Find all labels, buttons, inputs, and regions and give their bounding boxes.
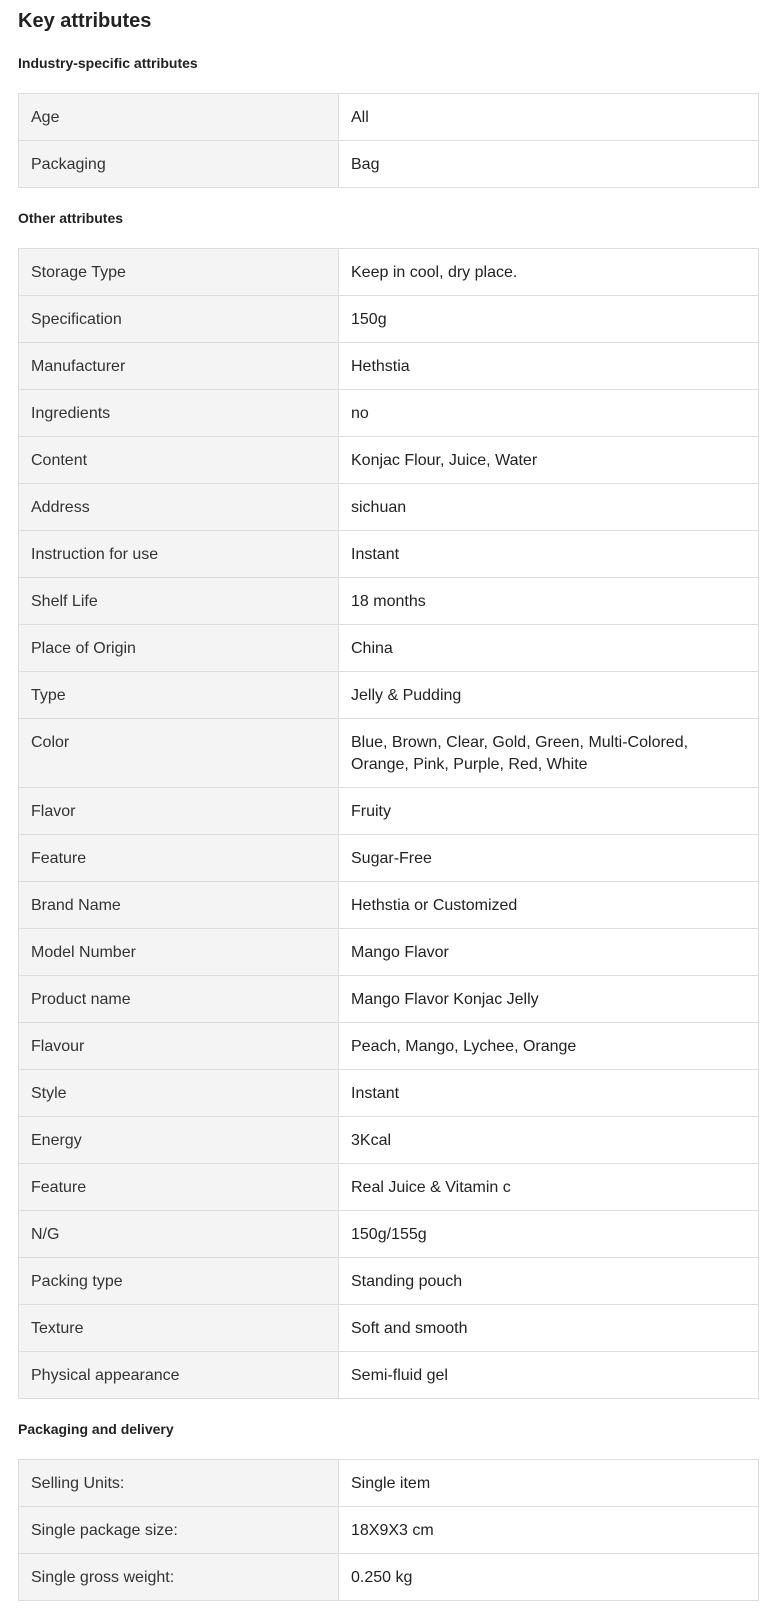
attribute-value: sichuan bbox=[351, 499, 407, 516]
attribute-row bbox=[19, 1163, 758, 1210]
attribute-name: Selling Units: bbox=[19, 1460, 339, 1506]
attribute-row bbox=[19, 881, 758, 928]
attribute-row bbox=[19, 577, 758, 624]
attribute-name: Feature bbox=[19, 835, 339, 881]
attribute-name: N/G bbox=[19, 1211, 339, 1257]
attribute-row bbox=[19, 1069, 758, 1116]
attribute-name: Ingredients bbox=[19, 390, 339, 436]
attribute-value: Sugar-Free bbox=[351, 850, 432, 867]
attribute-row bbox=[19, 975, 758, 1022]
attribute-row bbox=[19, 1257, 758, 1304]
attribute-value: Keep in cool, dry place. bbox=[351, 264, 518, 281]
attribute-value: Instant bbox=[351, 546, 400, 563]
attribute-value: Jelly & Pudding bbox=[351, 687, 462, 704]
attribute-row bbox=[19, 834, 758, 881]
attribute-row bbox=[19, 436, 758, 483]
attribute-row bbox=[19, 1351, 758, 1398]
attribute-row bbox=[19, 295, 758, 342]
attribute-name: Shelf Life bbox=[19, 578, 339, 624]
attribute-name: Packaging bbox=[19, 141, 339, 187]
attribute-value: 18 months bbox=[351, 593, 426, 610]
attribute-value: Soft and smooth bbox=[351, 1320, 468, 1337]
attribute-value: Hethstia or Customized bbox=[351, 897, 518, 914]
attribute-row bbox=[19, 1022, 758, 1069]
attribute-name: Type bbox=[19, 672, 339, 718]
attribute-row bbox=[19, 389, 758, 436]
attribute-name: Product name bbox=[19, 976, 339, 1022]
packaging-delivery-table bbox=[18, 1459, 759, 1601]
attribute-value: Peach, Mango, Lychee, Orange bbox=[351, 1038, 577, 1055]
attribute-row bbox=[19, 671, 758, 718]
attribute-value: Mango Flavor Konjac Jelly bbox=[351, 991, 539, 1008]
attribute-name: Flavour bbox=[19, 1023, 339, 1069]
attribute-name: Flavor bbox=[19, 788, 339, 834]
page-title: Key attributes bbox=[18, 10, 152, 32]
attribute-row bbox=[19, 249, 758, 295]
attribute-row bbox=[19, 94, 758, 140]
attribute-value: Single item bbox=[351, 1475, 431, 1492]
attribute-name: Instruction for use bbox=[19, 531, 339, 577]
attribute-name: Color bbox=[19, 719, 339, 787]
attribute-row bbox=[19, 787, 758, 834]
section-title-industry-specific: Industry-specific attributes bbox=[18, 55, 198, 71]
attribute-name: Address bbox=[19, 484, 339, 530]
attribute-name: Feature bbox=[19, 1164, 339, 1210]
attribute-value: Hethstia bbox=[351, 358, 410, 375]
attribute-value: Real Juice & Vitamin c bbox=[351, 1179, 511, 1196]
attribute-name: Brand Name bbox=[19, 882, 339, 928]
attribute-value: Standing pouch bbox=[351, 1273, 463, 1290]
attribute-row bbox=[19, 530, 758, 577]
attribute-name: Age bbox=[19, 94, 339, 140]
attribute-name: Specification bbox=[19, 296, 339, 342]
attribute-row bbox=[19, 1210, 758, 1257]
attribute-row bbox=[19, 1553, 758, 1600]
attribute-name: Place of Origin bbox=[19, 625, 339, 671]
attribute-name: Single gross weight: bbox=[19, 1554, 339, 1600]
attribute-value: 18X9X3 cm bbox=[351, 1522, 434, 1539]
industry-attributes-table bbox=[18, 93, 759, 188]
attribute-row bbox=[19, 624, 758, 671]
attribute-row bbox=[19, 342, 758, 389]
attribute-value: Mango Flavor bbox=[351, 944, 449, 961]
attribute-row bbox=[19, 1304, 758, 1351]
attribute-row bbox=[19, 1116, 758, 1163]
attribute-name: Style bbox=[19, 1070, 339, 1116]
attribute-row bbox=[19, 1460, 758, 1506]
other-attributes-table bbox=[18, 248, 759, 1399]
attribute-value: Blue, Brown, Clear, Gold, Green, Multi-Colored, Orange, Pink, Purple, Red, White bbox=[351, 734, 689, 773]
attribute-value: 0.250 kg bbox=[351, 1569, 413, 1586]
attribute-value: Bag bbox=[351, 156, 380, 173]
attribute-name: Single package size: bbox=[19, 1507, 339, 1553]
attribute-name: Content bbox=[19, 437, 339, 483]
attribute-value: Fruity bbox=[351, 803, 391, 820]
section-title-other-attributes: Other attributes bbox=[18, 210, 124, 226]
attribute-value: 150g bbox=[351, 311, 387, 328]
attribute-name: Manufacturer bbox=[19, 343, 339, 389]
attribute-name: Energy bbox=[19, 1117, 339, 1163]
attribute-row bbox=[19, 1506, 758, 1553]
attribute-name: Model Number bbox=[19, 929, 339, 975]
attribute-value: no bbox=[351, 405, 369, 422]
attribute-row bbox=[19, 483, 758, 530]
attribute-value: China bbox=[351, 640, 393, 657]
attribute-row bbox=[19, 928, 758, 975]
attribute-row bbox=[19, 140, 758, 187]
section-title-packaging-delivery: Packaging and delivery bbox=[18, 1421, 174, 1437]
attribute-value: Semi-fluid gel bbox=[351, 1367, 448, 1384]
attribute-name: Storage Type bbox=[19, 249, 339, 295]
attribute-value: Konjac Flour, Juice, Water bbox=[351, 452, 538, 469]
attribute-row bbox=[19, 718, 758, 787]
attribute-value: 3Kcal bbox=[351, 1132, 392, 1149]
attribute-name: Texture bbox=[19, 1305, 339, 1351]
attribute-value: 150g/155g bbox=[351, 1226, 427, 1243]
attribute-value: All bbox=[351, 109, 369, 126]
attribute-name: Physical appearance bbox=[19, 1352, 339, 1398]
attribute-value: Instant bbox=[351, 1085, 400, 1102]
attribute-name: Packing type bbox=[19, 1258, 339, 1304]
